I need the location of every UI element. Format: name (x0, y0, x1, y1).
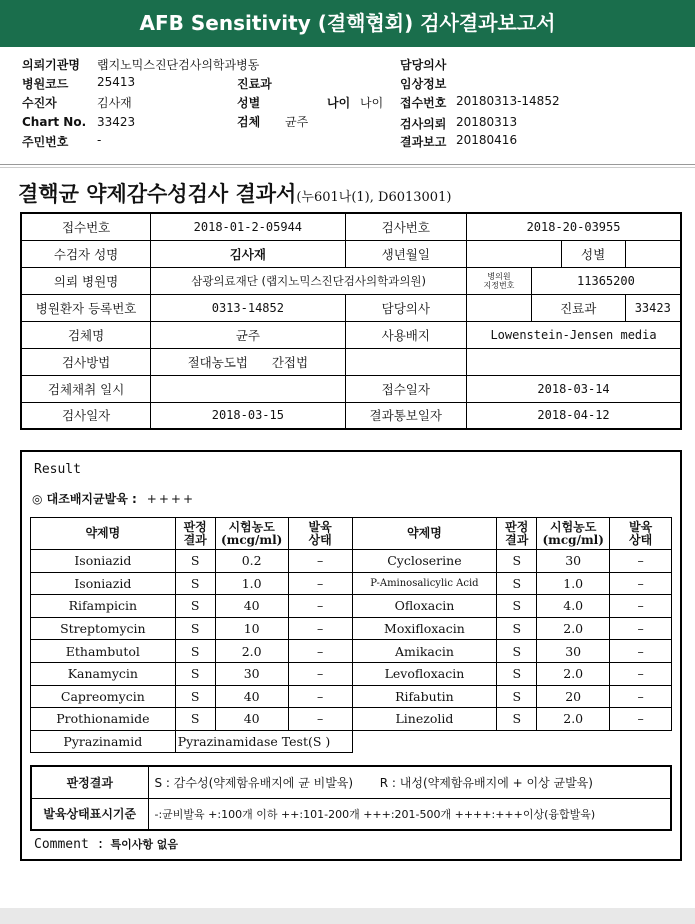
judge-legend-label: 판정결과 (31, 766, 148, 798)
pyrazinamid-name: Pyrazinamid (31, 730, 176, 753)
report-header: AFB Sensitivity (결핵협회) 검사결과보고서 (0, 0, 695, 47)
drug-name: Moxifloxacin (352, 617, 497, 640)
receipt-no-value: 2018-01-2-05944 (151, 213, 345, 240)
legend-table (30, 765, 672, 831)
dept-label: 진료과 (237, 77, 272, 91)
drug-judge: S (175, 595, 215, 618)
drug-name: Ethambutol (31, 640, 176, 663)
specimen-label: 검체명 (21, 321, 151, 348)
drug-conc: 0.2 (215, 550, 288, 573)
drug-judge: S (175, 685, 215, 708)
receipt-no-label: 접수번호 (400, 96, 447, 110)
hospital-code-value: 25413 (97, 75, 136, 89)
designated-label-line2: 지정번호 (483, 280, 515, 290)
designated-value: 11365200 (531, 267, 681, 294)
drug-name: Kanamycin (31, 662, 176, 685)
receive-label: 접수일자 (345, 375, 467, 402)
medium-label: 사용배지 (345, 321, 467, 348)
receipt-no-value: 20180313-14852 (456, 94, 560, 108)
control-label: ◎ 대조배지균발육 : (32, 492, 137, 506)
drug-name: Rifampicin (31, 595, 176, 618)
drug-name: Prothionamide (31, 708, 176, 731)
drug-growth: – (610, 685, 672, 708)
specimen-value: 균주 (285, 115, 309, 129)
judge-header-1: 판정 (183, 519, 207, 534)
drug-judge: S (175, 550, 215, 573)
drug-conc: 30 (215, 662, 288, 685)
drug-growth: – (288, 617, 352, 640)
drug-header: 약제명 (352, 518, 497, 550)
growth-header (288, 518, 352, 550)
method-label: 검사방법 (21, 348, 151, 375)
table-row (31, 685, 672, 708)
dept-label: 진료과 (531, 294, 625, 321)
collect-label: 검체채취 일시 (21, 375, 151, 402)
drug-conc: 2.0 (215, 640, 288, 663)
drug-judge: S (175, 617, 215, 640)
clinical-label: 임상정보 (400, 77, 447, 91)
drug-name: Cycloserine (352, 550, 497, 573)
table-row (31, 617, 672, 640)
comment-value: 특이사항 없음 (110, 838, 179, 851)
control-growth (32, 490, 195, 507)
receipt-no-label: 접수번호 (21, 213, 151, 240)
age-label: 나이 (327, 96, 351, 110)
drug-growth: – (288, 662, 352, 685)
notify-label: 결과통보일자 (345, 402, 467, 429)
drug-conc: 20 (537, 685, 610, 708)
conc-header (215, 518, 288, 550)
result-section (20, 450, 682, 861)
judge-r: R : 내성(약제함유배지에 + 이상 균발육) (379, 775, 593, 790)
growth-legend-label: 발육상태표시기준 (31, 798, 148, 830)
empty-cell (352, 730, 671, 753)
divider (0, 167, 695, 168)
growth-header (610, 518, 672, 550)
report-value: 20180416 (456, 133, 518, 147)
drug-judge: S (497, 708, 537, 731)
designated-label-line1: 병의원 (487, 271, 511, 281)
method-1: 절대농도법 (187, 354, 248, 370)
reg-value: 0313-14852 (151, 294, 345, 321)
patient-meta (0, 48, 695, 164)
drug-name: Levofloxacin (352, 662, 497, 685)
info-table (20, 212, 682, 430)
growth-header-1: 발육 (628, 519, 653, 534)
dept-value: 33423 (625, 294, 681, 321)
table-row (31, 708, 672, 731)
age-value: 나이 (360, 96, 384, 110)
drug-growth: – (610, 708, 672, 731)
institution-value: 랩지노믹스진단검사의학과병동 (97, 58, 260, 72)
drug-judge: S (175, 572, 215, 595)
drug-conc: 40 (215, 685, 288, 708)
patient-label: 수진자 (22, 96, 57, 110)
hospital-label: 의뢰 병원명 (21, 267, 151, 294)
drug-conc: 2.0 (537, 662, 610, 685)
doctor-value (467, 294, 532, 321)
request-value: 20180313 (456, 115, 518, 129)
drug-name: Capreomycin (31, 685, 176, 708)
method-2: 간접법 (271, 354, 309, 370)
institution-label: 의뢰기관명 (22, 58, 80, 72)
report-title-text: 결핵균 약제감수성검사 결과서 (18, 181, 297, 206)
drug-growth: – (610, 662, 672, 685)
growth-legend-value: -:균비발육 +:100개 이하 ++:101-200개 +++:201-500개 ++++:+++이상(융합발육) (148, 798, 671, 830)
drug-growth: – (288, 708, 352, 731)
drug-name: P-Aminosalicylic Acid (352, 572, 497, 595)
drug-growth: – (610, 595, 672, 618)
drug-judge: S (497, 572, 537, 595)
judge-header-1: 판정 (505, 519, 529, 534)
medium-value: Lowenstein-Jensen media (467, 321, 681, 348)
drug-conc: 30 (537, 640, 610, 663)
table-row (31, 640, 672, 663)
drug-growth: – (288, 595, 352, 618)
judge-header-2: 결과 (505, 532, 529, 547)
comment (34, 836, 178, 852)
method-value (151, 348, 345, 375)
drug-judge: S (497, 550, 537, 573)
drug-judge: S (497, 617, 537, 640)
divider (0, 164, 695, 165)
drug-name: Isoniazid (31, 572, 176, 595)
patient-value: 김사재 (97, 96, 132, 110)
resident-label: 주민번호 (22, 135, 69, 149)
table-row (31, 662, 672, 685)
conc-header-2: (mcg/ml) (542, 532, 604, 547)
judge-legend-value (148, 766, 671, 798)
doctor-label: 담당의사 (400, 58, 447, 72)
specimen-value: 균주 (151, 321, 345, 348)
drug-judge: S (175, 662, 215, 685)
conc-header-1: 시험농도 (228, 519, 275, 534)
report-title (18, 178, 451, 208)
empty-cell (467, 348, 681, 375)
sex-label: 성별 (237, 96, 261, 110)
drug-growth: – (288, 572, 352, 595)
doctor-label: 담당의사 (345, 294, 467, 321)
hospital-value: 삼광의료재단 (랩지노믹스진단검사의학과의원) (151, 267, 467, 294)
drug-table-header (31, 518, 672, 550)
test-date-value: 2018-03-15 (151, 402, 345, 429)
drug-conc: 1.0 (215, 572, 288, 595)
birth-label: 생년월일 (345, 240, 467, 267)
judge-s: S : 감수성(약제함유배지에 균 비발육) (154, 775, 354, 790)
drug-table (30, 517, 672, 753)
sex-label: 성별 (561, 240, 625, 267)
drug-name: Streptomycin (31, 617, 176, 640)
drug-growth: – (288, 550, 352, 573)
name-value: 김사재 (151, 240, 345, 267)
collect-value (151, 375, 345, 402)
judge-header (175, 518, 215, 550)
drug-conc: 40 (215, 595, 288, 618)
notify-value: 2018-04-12 (467, 402, 681, 429)
drug-judge: S (175, 708, 215, 731)
drug-judge: S (175, 640, 215, 663)
drug-judge: S (497, 595, 537, 618)
judge-header (497, 518, 537, 550)
drug-header: 약제명 (31, 518, 176, 550)
test-no-value: 2018-20-03955 (467, 213, 681, 240)
control-value: ++++ (146, 492, 195, 506)
sex-value (625, 240, 681, 267)
conc-header-2: (mcg/ml) (220, 532, 283, 547)
drug-judge: S (497, 685, 537, 708)
drug-conc: 40 (215, 708, 288, 731)
drug-conc: 1.0 (537, 572, 610, 595)
drug-growth: – (610, 550, 672, 573)
table-row (31, 730, 672, 753)
hospital-code-label: 병원코드 (22, 77, 69, 91)
test-date-label: 검사일자 (21, 402, 151, 429)
drug-conc: 30 (537, 550, 610, 573)
drug-conc: 2.0 (537, 617, 610, 640)
drug-name: Isoniazid (31, 550, 176, 573)
table-row (31, 595, 672, 618)
chart-value: 33423 (97, 115, 136, 129)
drug-conc: 4.0 (537, 595, 610, 618)
growth-header-2: 상태 (628, 532, 653, 547)
drug-growth: – (610, 617, 672, 640)
drug-conc: 10 (215, 617, 288, 640)
drug-conc: 2.0 (537, 708, 610, 731)
footer-strip (0, 908, 695, 924)
receive-value: 2018-03-14 (467, 375, 681, 402)
table-row (31, 550, 672, 573)
empty-cell (345, 348, 467, 375)
report-subtitle: (누601나(1), D6013001) (296, 190, 452, 205)
drug-name: Rifabutin (352, 685, 497, 708)
drug-judge: S (497, 640, 537, 663)
result-label: Result (34, 462, 81, 477)
birth-value (467, 240, 562, 267)
judge-header-2: 결과 (183, 532, 207, 547)
drug-name: Linezolid (352, 708, 497, 731)
chart-label: Chart No. (22, 115, 87, 129)
report-label: 결과보고 (400, 135, 447, 149)
name-label: 수검자 성명 (21, 240, 151, 267)
pyrazinamid-test: Pyrazinamidase Test(S ) (175, 730, 352, 753)
resident-value: - (97, 133, 102, 147)
growth-header-1: 발육 (308, 519, 332, 534)
drug-growth: – (288, 640, 352, 663)
conc-header-1: 시험농도 (550, 519, 597, 534)
designated-label (467, 267, 532, 294)
test-no-label: 검사번호 (345, 213, 467, 240)
drug-growth: – (610, 640, 672, 663)
drug-name: Amikacin (352, 640, 497, 663)
comment-label: Comment : (34, 837, 105, 852)
specimen-label: 검체 (237, 115, 261, 129)
drug-growth: – (610, 572, 672, 595)
drug-name: Ofloxacin (352, 595, 497, 618)
reg-label: 병원환자 등록번호 (21, 294, 151, 321)
table-row (31, 572, 672, 595)
growth-header-2: 상태 (308, 532, 332, 547)
drug-growth: – (288, 685, 352, 708)
drug-judge: S (497, 662, 537, 685)
request-label: 검사의뢰 (400, 117, 447, 131)
conc-header (537, 518, 610, 550)
